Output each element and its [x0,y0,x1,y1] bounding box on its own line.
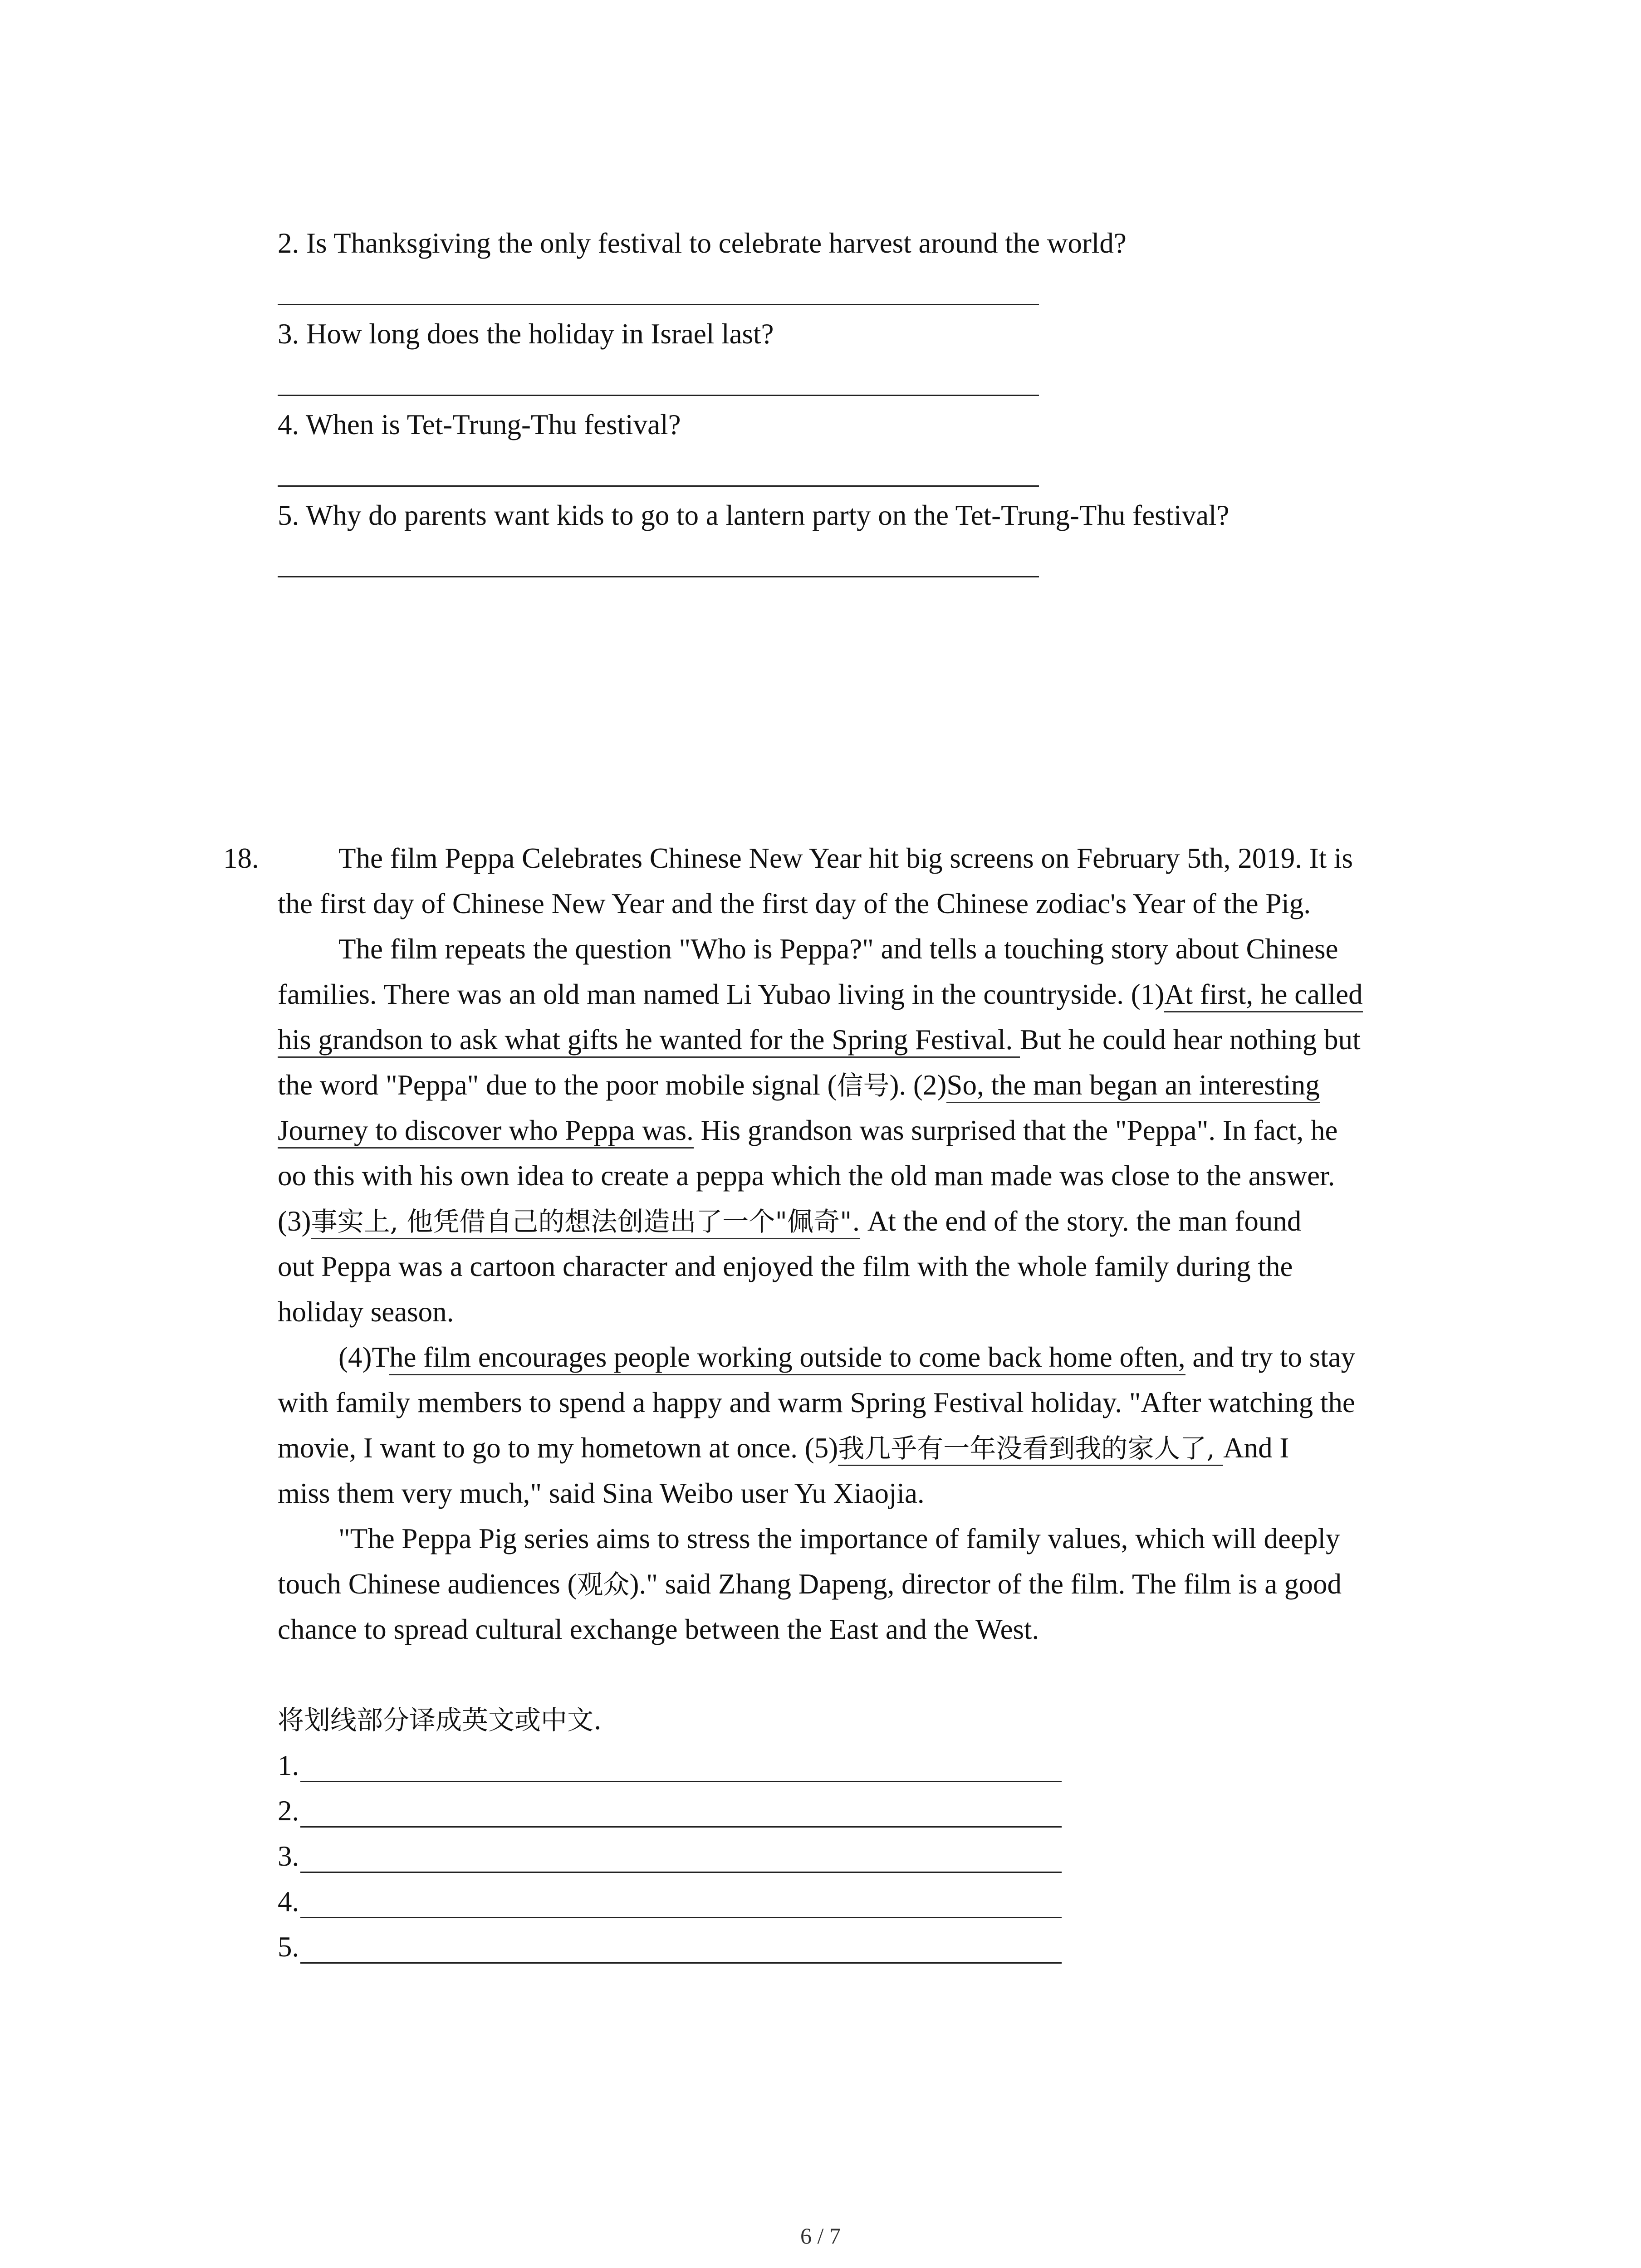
answer-line-5[interactable] [300,1962,1062,1964]
passage-line: with family members to spend a happy and warm Spring Festival holiday. "After watching the [278,1387,1355,1418]
passage-line: (4)The film encourages people working outside to come back home often, and try to stay [338,1339,1355,1375]
passage-line: families. There was an old man named Li Yubao living in the countryside. (1)At first, he called [278,976,1363,1012]
passage-line: (3)事实上, 他凭借自己的想法创造出了一个"佩奇". At the end of the story. the man found [278,1203,1301,1240]
answer-label-4: 4. [278,1886,299,1917]
underlined-sentence-1-cont: his grandson to ask what gifts he wanted for the Spring Festival. [278,1024,1020,1058]
passage-line: chance to spread cultural exchange between the East and the West. [278,1613,1039,1645]
answer-blank-q3[interactable] [278,395,1039,396]
question-4: 4. When is Tet-Trung-Thu festival? [278,409,681,440]
underlined-sentence-3: 事实上, 他凭借自己的想法创造出了一个"佩奇". [311,1206,860,1239]
passage-line: Journey to discover who Peppa was. His grandson was surprised that the "Peppa". In fact, he [278,1112,1337,1149]
passage-line: miss them very much," said Sina Weibo user Yu Xiaojia. [278,1477,925,1509]
passage-line: The film repeats the question "Who is Peppa?" and tells a touching story about Chinese [338,933,1338,965]
question-5: 5. Why do parents want kids to go to a lantern party on the Tet-Trung-Thu festival? [278,499,1230,531]
passage-line: oo this with his own idea to create a peppa which the old man made was close to the answer. [278,1160,1335,1192]
passage-line: touch Chinese audiences (观众)." said Zhang Dapeng, director of the film. The film is a good [278,1568,1342,1600]
passage-line: "The Peppa Pig series aims to stress the importance of family values, which will deeply [338,1523,1340,1554]
passage-line: The film Peppa Celebrates Chinese New Year hit big screens on February 5th, 2019. It is [338,842,1353,874]
question-2: 2. Is Thanksgiving the only festival to celebrate harvest around the world? [278,227,1127,259]
answer-label-3: 3. [278,1840,299,1872]
answer-label-1: 1. [278,1750,299,1781]
question-number-18: 18. [223,842,259,874]
translation-instruction: 将划线部分译成英文或中文. [278,1705,602,1735]
answer-blank-q5[interactable] [278,576,1039,577]
passage-line: holiday season. [278,1296,454,1328]
answer-line-3[interactable] [300,1872,1062,1873]
passage-line: his grandson to ask what gifts he wanted for the Spring Festival. But he could hear nothing but [278,1022,1361,1058]
passage-line: out Peppa was a cartoon character and enjoyed the film with the whole family during the [278,1251,1293,1282]
passage-line: the first day of Chinese New Year and the first day of the Chinese zodiac's Year of the Pig. [278,888,1311,919]
answer-label-2: 2. [278,1795,299,1827]
answer-label-5: 5. [278,1931,299,1963]
underlined-sentence-1: At first, he called [1164,978,1362,1012]
question-3: 3. How long does the holiday in Israel last? [278,318,774,350]
answer-line-4[interactable] [300,1917,1062,1918]
answer-line-2[interactable] [300,1826,1062,1828]
underlined-sentence-4: he film encourages people working outside to come back home often, [389,1341,1185,1375]
underlined-sentence-5: 我几乎有一年没看到我的家人了, [838,1433,1223,1466]
passage-line: the word "Peppa" due to the poor mobile signal (信号). (2)So, the man began an interesting [278,1067,1320,1104]
answer-line-1[interactable] [300,1781,1062,1782]
answer-blank-q4[interactable] [278,485,1039,487]
passage-line: movie, I want to go to my hometown at once. (5)我几乎有一年没看到我的家人了, And I [278,1430,1289,1466]
underlined-sentence-2: So, the man began an interesting [946,1069,1319,1103]
underlined-sentence-2-cont: Journey to discover who Peppa was. [278,1114,694,1149]
page-number: 6 / 7 [800,2223,841,2248]
answer-blank-q2[interactable] [278,304,1039,305]
